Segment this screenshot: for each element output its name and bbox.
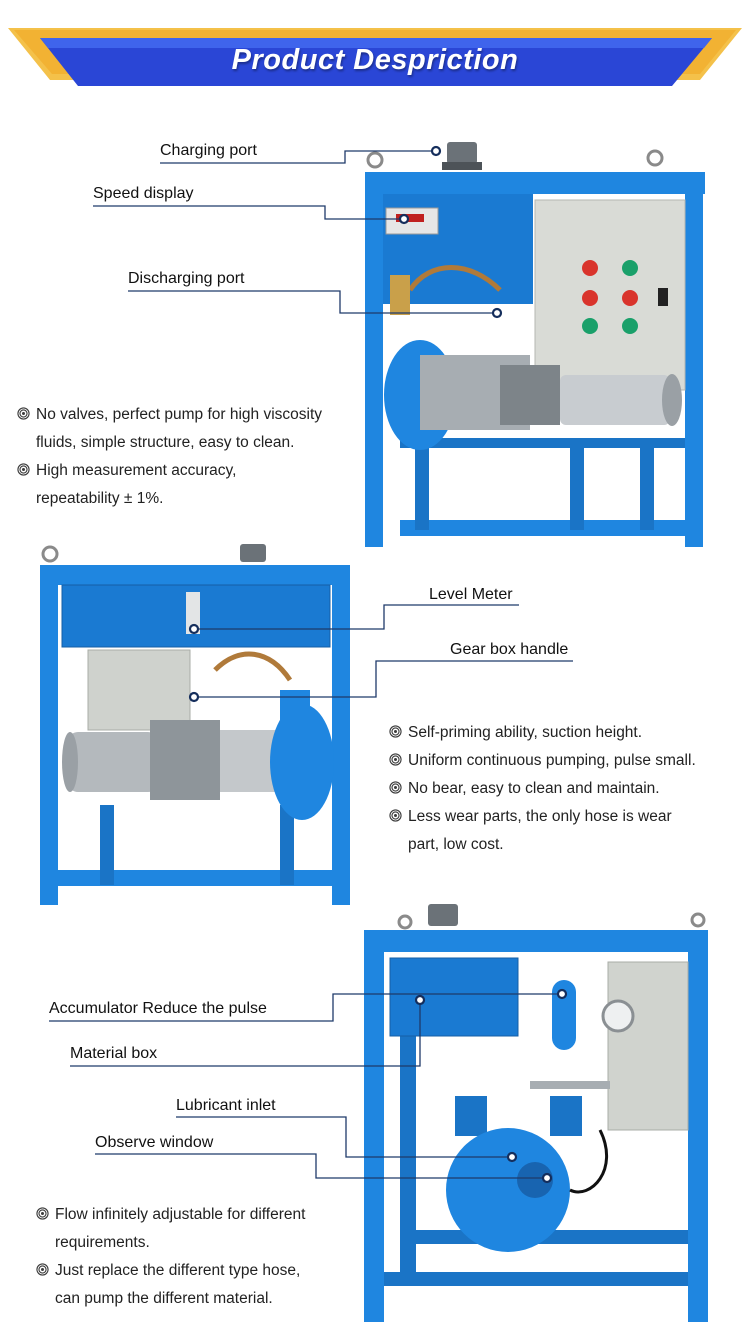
concentric-circle-bullet-icon: [389, 725, 402, 738]
callout-gear-box-handle: Gear box handle: [450, 641, 569, 658]
feature-text-continued: requirements.: [55, 1234, 150, 1251]
feature-item: [389, 775, 696, 803]
feature-item: [389, 747, 696, 775]
feature-text: Self-priming ability, suction height.: [408, 724, 643, 741]
pump-machine-side-image: [360, 900, 720, 1330]
callout-charging-port: Charging port: [160, 142, 257, 159]
feature-item: [389, 803, 696, 859]
feature-text: Flow infinitely adjustable for different: [55, 1206, 306, 1223]
feature-text-continued: fluids, simple structure, easy to clean.: [36, 434, 295, 451]
feature-text: High measurement accuracy,: [36, 462, 237, 479]
callout-observe-window: Observe window: [95, 1134, 214, 1151]
feature-text-continued: repeatability ± 1%.: [36, 490, 164, 507]
concentric-circle-bullet-icon: [389, 809, 402, 822]
callout-accumulator: Accumulator Reduce the pulse: [49, 1000, 267, 1017]
feature-list-1: [17, 401, 322, 513]
page-title: Product Despriction: [231, 44, 519, 76]
concentric-circle-bullet-icon: [389, 781, 402, 794]
concentric-circle-bullet-icon: [389, 753, 402, 766]
feature-item: [17, 401, 322, 457]
feature-text: Uniform continuous pumping, pulse small.: [408, 752, 696, 769]
feature-list-3: [36, 1201, 305, 1313]
callout-lubricant-inlet: Lubricant inlet: [176, 1097, 276, 1114]
callout-discharging-port: Discharging port: [128, 270, 245, 287]
feature-item: [17, 457, 322, 513]
pump-machine-back-image: [40, 540, 360, 910]
feature-item: [389, 719, 696, 747]
feature-text: No valves, perfect pump for high viscosity: [36, 406, 323, 423]
pump-machine-front-image: [360, 140, 710, 550]
feature-text: Less wear parts, the only hose is wear: [408, 808, 672, 825]
concentric-circle-bullet-icon: [36, 1207, 49, 1220]
callout-speed-display: Speed display: [93, 185, 194, 202]
feature-text-continued: part, low cost.: [408, 836, 504, 853]
callout-material-box: Material box: [70, 1045, 158, 1062]
feature-text: No bear, easy to clean and maintain.: [408, 780, 660, 797]
feature-item: [36, 1257, 305, 1313]
callout-level-meter: Level Meter: [429, 586, 513, 603]
concentric-circle-bullet-icon: [36, 1263, 49, 1276]
concentric-circle-bullet-icon: [17, 463, 30, 476]
feature-text-continued: can pump the different material.: [55, 1290, 273, 1307]
concentric-circle-bullet-icon: [17, 407, 30, 420]
feature-item: [36, 1201, 305, 1257]
feature-text: Just replace the different type hose,: [55, 1262, 301, 1279]
feature-list-2: [389, 719, 696, 859]
